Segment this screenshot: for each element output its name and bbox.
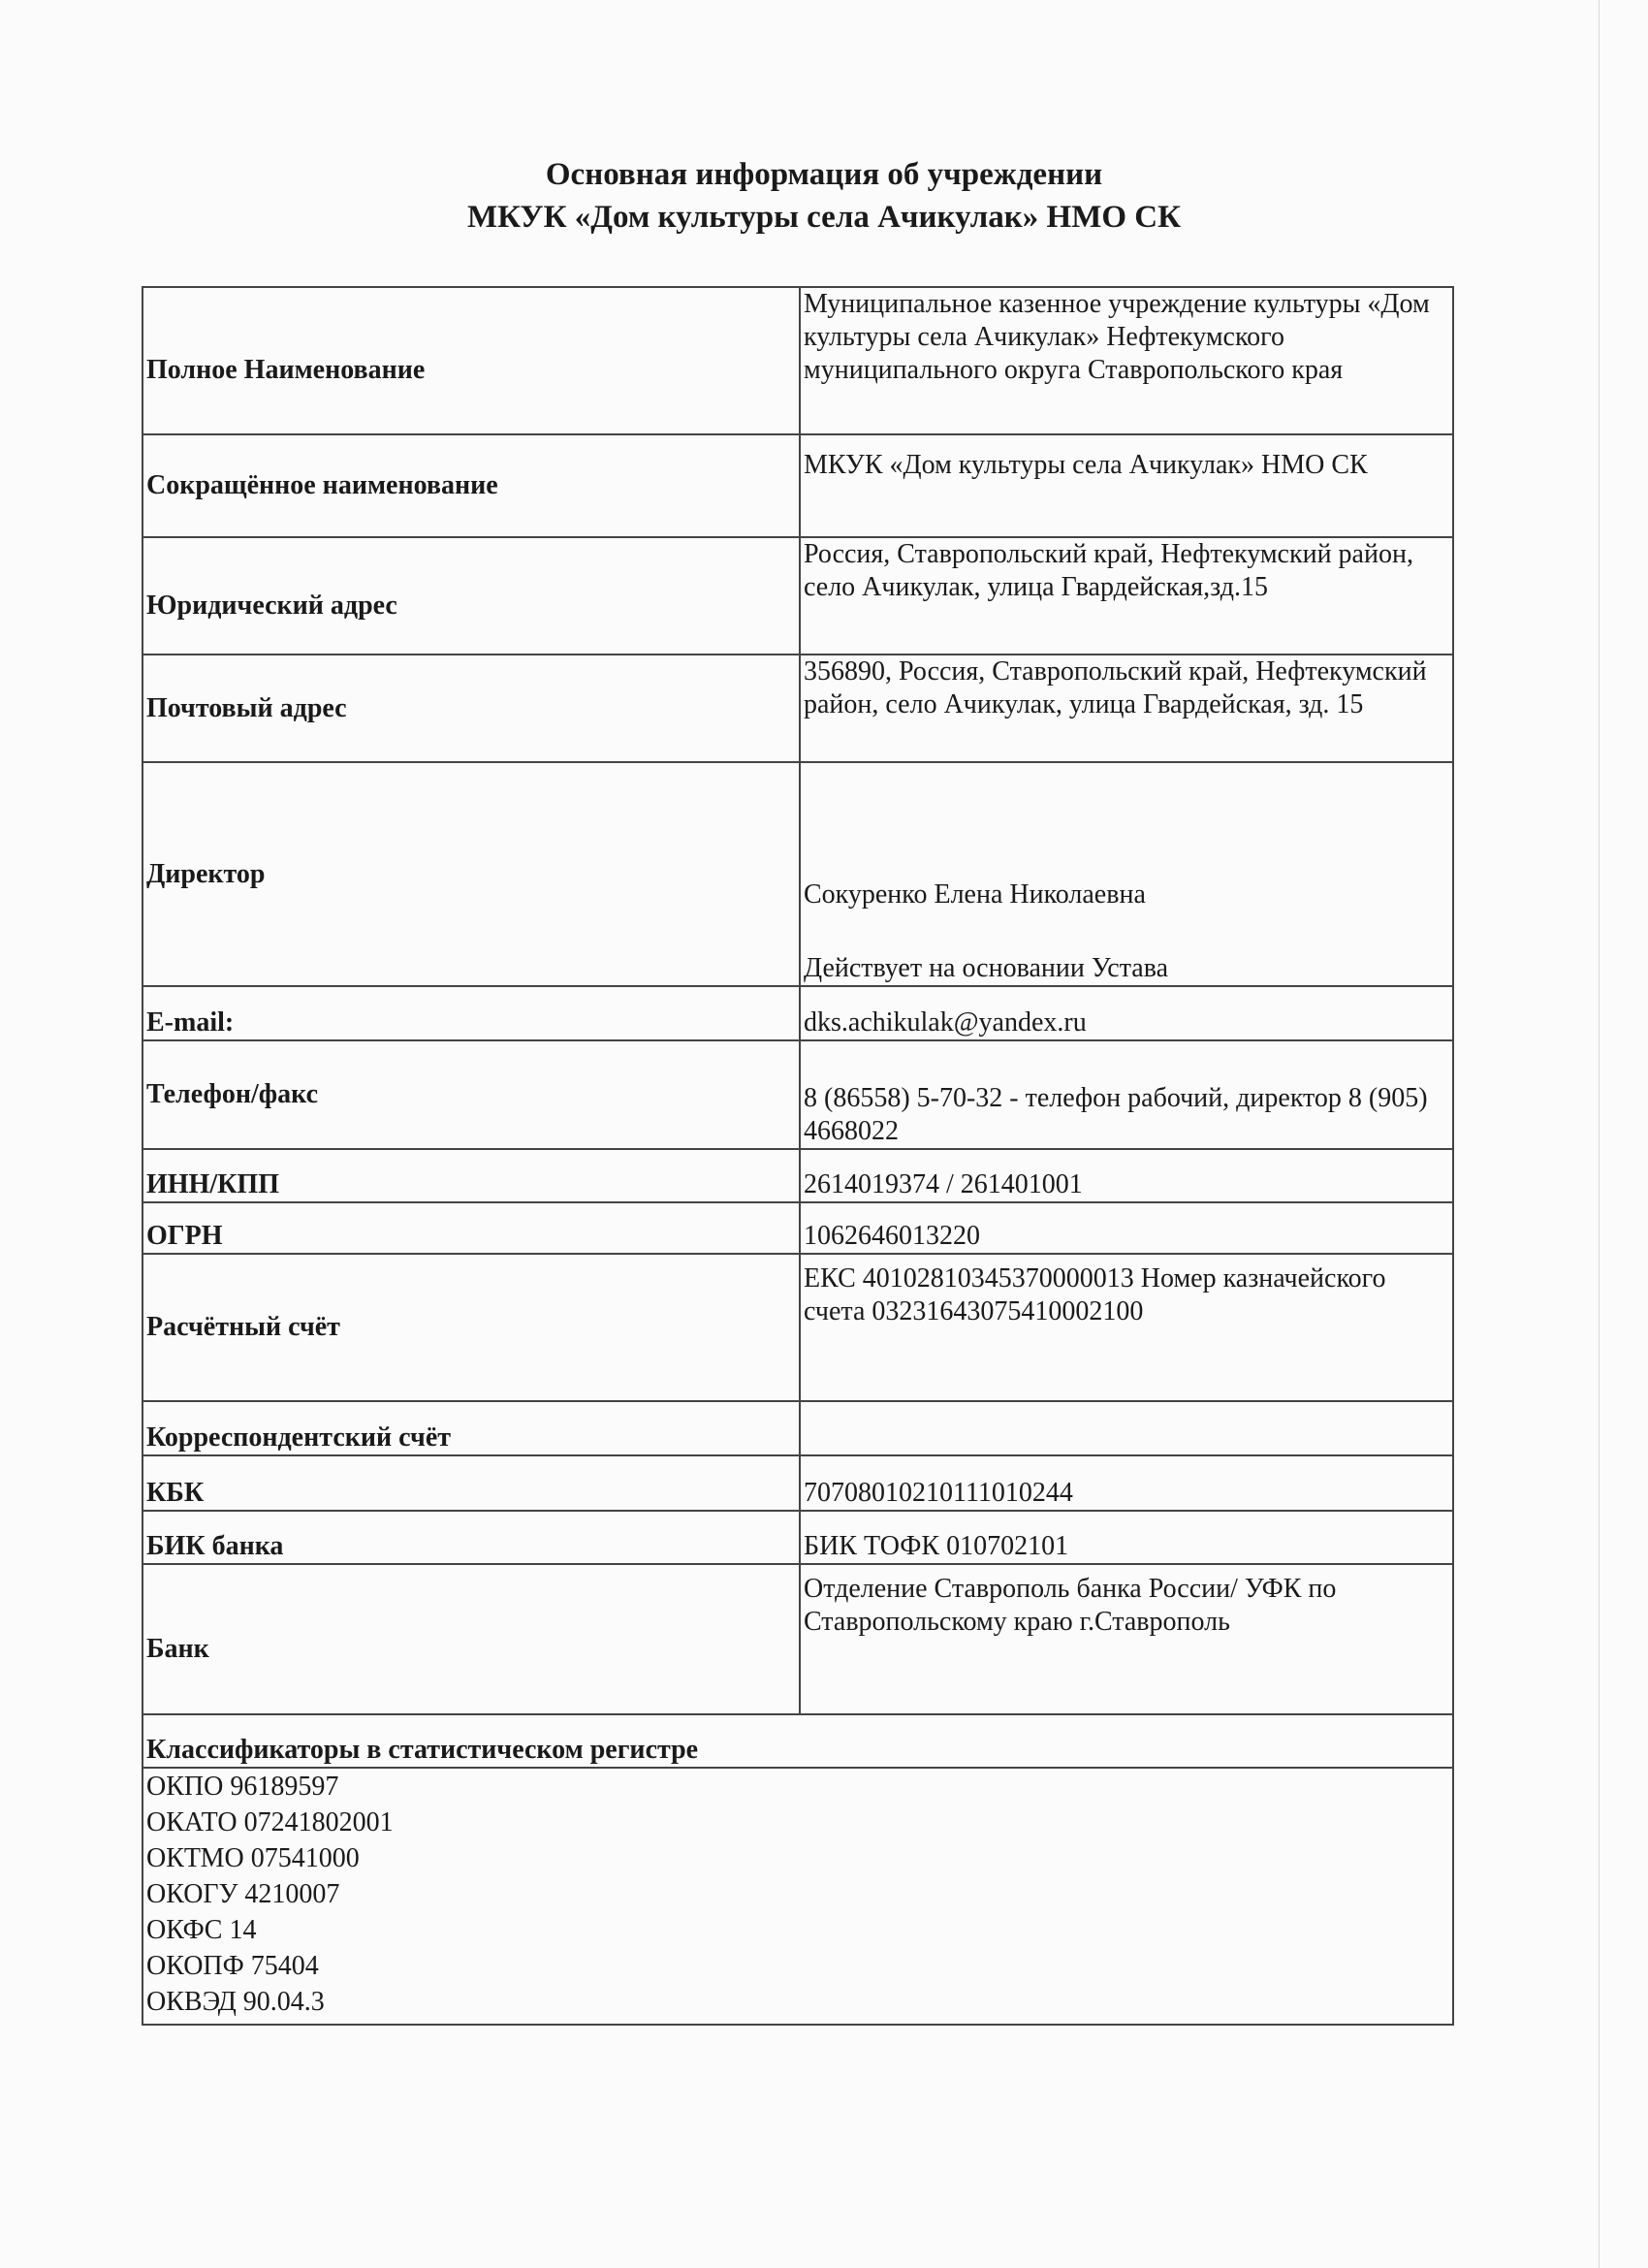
email-value: dks.achikulak@yandex.ru: [800, 986, 1453, 1040]
classifiers-heading: Классификаторы в статистическом регистре: [143, 1714, 1453, 1768]
code-okogu: ОКОГУ 4210007: [146, 1879, 340, 1909]
legal-address-label: Юридический адрес: [143, 537, 800, 655]
bank-label: Банк: [143, 1564, 800, 1714]
short-name-label: Сокращённое наименование: [143, 434, 800, 537]
page-edge: [1599, 0, 1600, 2268]
code-okpo: ОКПО 96189597: [146, 1772, 339, 1802]
postal-address-value: 356890, Россия, Ставропольский край, Нефтекумский район, село Ачикулак, улица Гвардейская, зд. 15: [800, 655, 1453, 762]
ogrn-label: ОГРН: [143, 1202, 800, 1254]
kbk-value: 70708010210111010244: [800, 1455, 1453, 1511]
row-ogrn: [143, 1202, 1453, 1254]
director-basis: Действует на основании Устава: [804, 953, 1169, 983]
row-phone: [143, 1040, 1453, 1149]
full-name-label: Полное Наименование: [143, 287, 800, 434]
row-email: [143, 986, 1453, 1040]
row-classifiers-heading: [143, 1714, 1453, 1768]
bik-value: БИК ТОФК 010702101: [800, 1511, 1453, 1564]
legal-address-value: Россия, Ставропольский край, Нефтекумский район, село Ачикулак, улица Гвардейская,зд.15: [800, 537, 1453, 655]
document-title: [0, 153, 1648, 239]
phone-label: Телефон/факс: [143, 1040, 800, 1149]
director-name: Сокуренко Елена Николаевна: [804, 879, 1146, 910]
row-kbk: [143, 1455, 1453, 1511]
postal-address-label: Почтовый адрес: [143, 655, 800, 762]
code-okved: ОКВЭД 90.04.3: [146, 1987, 325, 2017]
row-postal-address: [143, 655, 1453, 762]
info-table: [142, 286, 1454, 2026]
account-value: ЕКС 40102810345370000013 Номер казначейского счета 03231643075410002100: [800, 1254, 1453, 1401]
account-label: Расчётный счёт: [143, 1254, 800, 1401]
row-inn-kpp: [143, 1149, 1453, 1202]
code-okato: ОКАТО 07241802001: [146, 1807, 394, 1837]
corr-account-label: Корреспондентский счёт: [143, 1401, 800, 1455]
row-corr-account: [143, 1401, 1453, 1455]
kbk-label: КБК: [143, 1455, 800, 1511]
row-bank: [143, 1564, 1453, 1714]
inn-kpp-value: 2614019374 / 261401001: [800, 1149, 1453, 1202]
row-account: [143, 1254, 1453, 1401]
row-classifiers-codes: [143, 1768, 1453, 2025]
row-short-name: [143, 434, 1453, 537]
row-full-name: [143, 287, 1453, 434]
corr-account-value: [800, 1401, 1453, 1455]
classifiers-codes: [143, 1768, 1453, 2025]
title-line-2: МКУК «Дом культуры села Ачикулак» НМО СК: [466, 200, 1182, 235]
director-label: Директор: [143, 762, 800, 986]
row-bik: [143, 1511, 1453, 1564]
director-value: [800, 762, 1453, 986]
code-okopf: ОКОПФ 75404: [146, 1951, 319, 1981]
inn-kpp-label: ИНН/КПП: [143, 1149, 800, 1202]
title-line-1: Основная информация об учреждении: [545, 157, 1103, 192]
full-name-value: Муниципальное казенное учреждение культуры «Дом культуры села Ачикулак» Нефтекумского муниципального округа Ставропольского края: [800, 287, 1453, 434]
code-oktmo: ОКТМО 07541000: [146, 1843, 360, 1873]
ogrn-value: 1062646013220: [800, 1202, 1453, 1254]
code-okfs: ОКФС 14: [146, 1915, 257, 1945]
short-name-value: МКУК «Дом культуры села Ачикулак» НМО СК: [800, 434, 1453, 537]
bik-label: БИК банка: [143, 1511, 800, 1564]
email-label: E-mail:: [143, 986, 800, 1040]
bank-value: Отделение Ставрополь банка России/ УФК по Ставропольскому краю г.Ставрополь: [800, 1564, 1453, 1714]
row-legal-address: [143, 537, 1453, 655]
phone-value: 8 (86558) 5-70-32 - телефон рабочий, директор 8 (905) 4668022: [800, 1040, 1453, 1149]
row-director: [143, 762, 1453, 986]
